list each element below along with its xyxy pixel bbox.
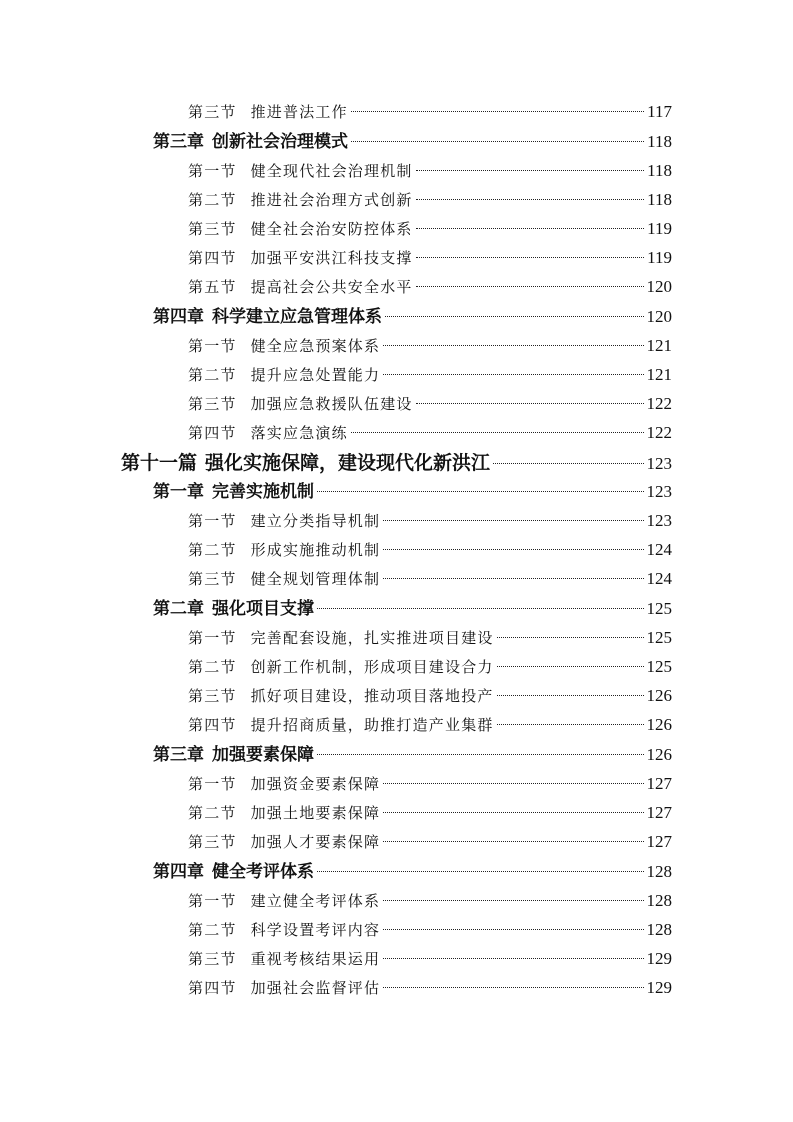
toc-entry-title: 形成实施推动机制 [250,541,381,559]
toc-entry-label [188,713,494,737]
toc-entry-title: 加强要素保障 [212,745,314,765]
toc-entry-page: 128 [646,891,672,910]
toc-entry-title: 强化实施保障，建设现代化新洪江 [205,452,491,474]
toc-chapter-entry[interactable] [153,860,672,884]
dot-leader [383,958,643,959]
toc-entry-label [188,626,494,650]
toc-entry-label [188,159,413,183]
toc-entry-label [153,305,382,329]
toc-entry-page: 118 [647,132,672,151]
toc-entry-label [153,597,314,621]
toc-entry-title: 提高社会公共安全水平 [250,278,413,296]
toc-entry-number: 第四节 [188,424,237,442]
toc-entry-number: 第三节 [188,395,237,413]
toc-entry-title: 提升应急处置能力 [250,366,381,384]
dot-leader [383,578,643,579]
dot-leader [383,812,643,813]
toc-section-entry[interactable] [188,918,672,942]
toc-entry-label [153,480,314,504]
toc-entry-label [188,567,380,591]
toc-entry-number: 第二节 [188,804,237,822]
toc-entry-label [188,889,380,913]
toc-entry-page: 125 [646,657,672,676]
toc-entry-title: 强化项目支撑 [212,599,314,619]
toc-entry-label [188,538,380,562]
toc-entry-page: 124 [646,569,672,588]
dot-leader [383,783,643,784]
toc-entry-page: 129 [646,949,672,968]
toc-section-entry[interactable] [188,772,672,796]
toc-entry-page: 123 [646,454,672,473]
toc-section-entry[interactable] [188,655,672,679]
toc-section-entry[interactable] [188,334,672,358]
dot-leader [497,695,644,696]
toc-section-entry[interactable] [188,217,672,241]
dot-leader [416,199,645,200]
toc-entry-label [188,275,413,299]
toc-entry-number: 第一节 [188,629,237,647]
toc-entry-title: 加强平安洪江科技支撑 [250,249,413,267]
toc-entry-page: 119 [647,219,672,238]
toc-section-entry[interactable] [188,830,672,854]
toc-section-entry[interactable] [188,626,672,650]
toc-entry-number: 第三节 [188,950,237,968]
toc-section-entry[interactable] [188,275,672,299]
toc-entry-label [153,130,348,154]
toc-chapter-entry[interactable] [153,480,672,504]
toc-entry-page: 123 [646,511,672,530]
toc-section-entry[interactable] [188,421,672,445]
toc-entry-label [153,743,314,767]
dot-leader [416,286,644,287]
toc-entry-title: 加强社会监督评估 [250,979,381,997]
dot-leader [383,841,643,842]
toc-entry-page: 127 [646,774,672,793]
toc-entry-title: 提升招商质量，助推打造产业集群 [250,716,494,734]
toc-entry-number: 第四节 [188,249,237,267]
toc-entry-page: 123 [646,482,672,501]
toc-entry-label [188,188,413,212]
toc-entry-number: 第四章 [153,307,204,327]
toc-entry-number: 第三节 [188,103,237,121]
dot-leader [317,491,644,492]
toc-entry-label [188,246,413,270]
dot-leader [497,724,644,725]
toc-entry-page: 126 [646,715,672,734]
toc-entry-page: 118 [647,161,672,180]
toc-entry-label [188,217,413,241]
toc-entry-page: 126 [646,745,672,764]
toc-chapter-entry[interactable] [153,130,672,154]
toc-entry-title: 推进社会治理方式创新 [250,191,413,209]
dot-leader [351,111,644,112]
toc-entry-number: 第一章 [153,482,204,502]
toc-entry-label [188,509,380,533]
toc-entry-title: 完善配套设施，扎实推进项目建设 [250,629,494,647]
toc-entry-page: 120 [646,307,672,326]
toc-entry-title: 加强资金要素保障 [250,775,381,793]
toc-entry-page: 125 [646,628,672,647]
toc-part-entry[interactable] [121,451,672,475]
toc-entry-number: 第二节 [188,658,237,676]
toc-entry-page: 122 [646,423,672,442]
toc-chapter-entry[interactable] [153,743,672,767]
dot-leader [383,374,643,375]
dot-leader [317,754,644,755]
toc-entry-label [188,421,348,445]
toc-section-entry[interactable] [188,392,672,416]
toc-entry-title: 加强应急救援队伍建设 [250,395,413,413]
toc-entry-title: 创新工作机制，形成项目建设合力 [250,658,494,676]
toc-chapter-entry[interactable] [153,597,672,621]
toc-entry-number: 第三节 [188,220,237,238]
dot-leader [383,345,643,346]
dot-leader [497,666,644,667]
toc-entry-title: 科学建立应急管理体系 [212,307,382,327]
toc-entry-page: 127 [646,803,672,822]
toc-entry-label [188,334,380,358]
toc-entry-number: 第三节 [188,687,237,705]
toc-section-entry[interactable] [188,713,672,737]
toc-section-entry[interactable] [188,976,672,1000]
toc-entry-page: 126 [646,686,672,705]
toc-entry-number: 第三章 [153,132,204,152]
toc-section-entry[interactable] [188,509,672,533]
toc-entry-label [153,860,314,884]
toc-entry-page: 120 [646,277,672,296]
dot-leader [351,432,644,433]
toc-entry-page: 127 [646,832,672,851]
toc-section-entry[interactable] [188,246,672,270]
toc-entry-number: 第四章 [153,862,204,882]
toc-entry-label [188,947,380,971]
dot-leader [416,170,645,171]
toc-entry-title: 建立分类指导机制 [250,512,381,530]
toc-entry-title: 推进普法工作 [250,103,348,121]
dot-leader [416,403,644,404]
dot-leader [383,987,643,988]
toc-section-entry[interactable] [188,159,672,183]
toc-entry-number: 第一节 [188,337,237,355]
toc-entry-number: 第二章 [153,599,204,619]
toc-entry-page: 129 [646,978,672,997]
toc-entry-page: 121 [646,365,672,384]
toc-section-entry[interactable] [188,188,672,212]
toc-entry-label [188,772,380,796]
toc-entry-title: 落实应急演练 [250,424,348,442]
toc-entry-title: 抓好项目建设，推动项目落地投产 [250,687,494,705]
toc-entry-page: 118 [647,190,672,209]
toc-section-entry[interactable] [188,567,672,591]
toc-entry-number: 第一节 [188,892,237,910]
toc-entry-label [188,976,380,1000]
toc-entry-title: 科学设置考评内容 [250,921,381,939]
toc-entry-page: 121 [646,336,672,355]
toc-entry-title: 健全考评体系 [212,862,314,882]
toc-entry-number: 第三章 [153,745,204,765]
toc-entry-label [188,363,380,387]
dot-leader [383,929,643,930]
toc-entry-number: 第二节 [188,541,237,559]
toc-entry-number: 第一节 [188,162,237,180]
toc-entry-label [188,684,494,708]
dot-leader [317,608,644,609]
dot-leader [351,141,644,142]
toc-entry-label [188,655,494,679]
toc-entry-number: 第五节 [188,278,237,296]
toc-entry-page: 117 [647,102,672,121]
toc-section-entry[interactable] [188,100,672,124]
toc-entry-title: 健全现代社会治理机制 [250,162,413,180]
dot-leader [416,257,645,258]
dot-leader [385,316,644,317]
toc-entry-number: 第二节 [188,366,237,384]
toc-entry-title: 重视考核结果运用 [250,950,381,968]
toc-entry-page: 125 [646,599,672,618]
dot-leader [493,463,643,464]
toc-section-entry[interactable] [188,538,672,562]
toc-entry-label [188,100,348,124]
toc-entry-title: 加强人才要素保障 [250,833,381,851]
toc-entry-label [188,392,413,416]
toc-entry-number: 第一节 [188,512,237,530]
toc-entry-number: 第三节 [188,570,237,588]
toc-entry-page: 124 [646,540,672,559]
toc-entry-title: 健全规划管理体制 [250,570,381,588]
toc-entry-label [188,801,380,825]
toc-entry-title: 创新社会治理模式 [212,132,348,152]
toc-entry-number: 第十一篇 [121,452,198,474]
dot-leader [383,900,643,901]
toc-entry-title: 建立健全考评体系 [250,892,381,910]
toc-entry-label [121,451,490,475]
toc-entry-title: 完善实施机制 [212,482,314,502]
toc-entry-page: 128 [646,920,672,939]
toc-entry-number: 第二节 [188,191,237,209]
toc-entry-title: 健全社会治安防控体系 [250,220,413,238]
toc-entry-label [188,830,380,854]
toc-entry-number: 第三节 [188,833,237,851]
toc-entry-number: 第二节 [188,921,237,939]
toc-entry-number: 第四节 [188,979,237,997]
toc-entry-page: 119 [647,248,672,267]
toc-section-entry[interactable] [188,684,672,708]
toc-entry-label [188,918,380,942]
toc-section-entry[interactable] [188,363,672,387]
toc-entry-number: 第四节 [188,716,237,734]
toc-section-entry[interactable] [188,801,672,825]
toc-entry-number: 第一节 [188,775,237,793]
toc-entry-page: 128 [646,862,672,881]
dot-leader [383,549,643,550]
toc-section-entry[interactable] [188,889,672,913]
toc-section-entry[interactable] [188,947,672,971]
toc-entry-page: 122 [646,394,672,413]
dot-leader [317,871,644,872]
toc-entry-title: 健全应急预案体系 [250,337,381,355]
dot-leader [497,637,644,638]
dot-leader [383,520,643,521]
toc-chapter-entry[interactable] [153,305,672,329]
toc-entry-title: 加强土地要素保障 [250,804,381,822]
dot-leader [416,228,645,229]
